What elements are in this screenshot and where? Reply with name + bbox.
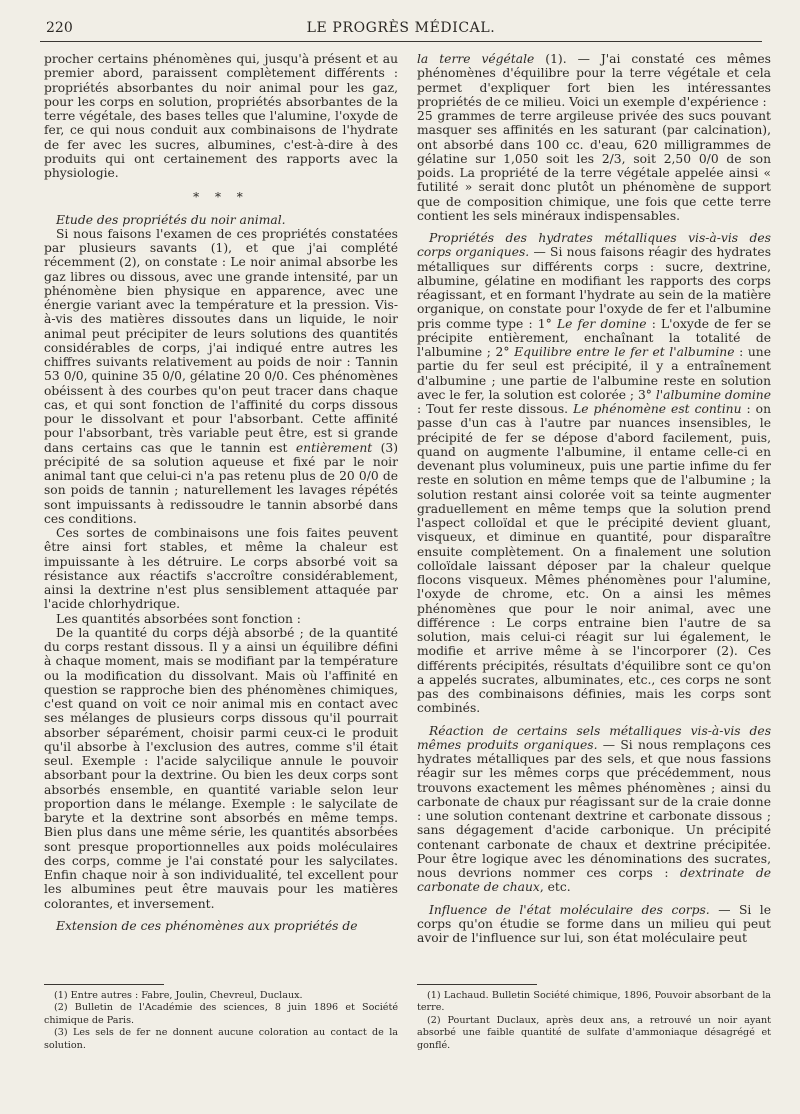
paragraph: la terre végétale (1). — J'ai constaté ces mêmes phénomènes d'équilibre pour la terre végétale et cela permet d'expliquer fort bien les intéressantes propriétés de ce milieu. Voici un exemple d'expérience : bbox=[417, 52, 771, 109]
section-sels-metalliques: Réaction de certains sels métalliques vis-à-vis des mêmes produits organiques. — Si nous remplaçons ces hydrates métalliques par des sels, et que nous fassions réagir sur les mêmes corps que précédemment, nous trouvons exactement les mêmes phénomènes ; ainsi du carbonate de chaux pur réagissant sur de la craie donne : une solution contenant dextrine et carbonate dissous ; sans dégagement d'acide carbonique. Un précipité contenant carbonate de chaux et dextrine précipitée. Pour être logique avec les dénominations des sucrates, nous devrions nommer ces corps : dextrinate de carbonate de chaux, etc. bbox=[417, 723, 771, 895]
footnotes-left bbox=[44, 990, 398, 1100]
section-heading-noir-animal: Etude des propriétés du noir animal. bbox=[56, 212, 286, 227]
footnote: (3) Les sels de fer ne donnent aucune coloration au contact de la solution. bbox=[44, 1027, 398, 1051]
section-hydrates-metalliques: Propriétés des hydrates métalliques vis-à-vis des corps organiques. — Si nous faisons réagir des hydrates métalliques sur différents corps : sucre, dextrine, albumine, gélatine en modifiant les rapports des corps réagissant, et en formant l'hydrate au sein de la matière organique, on constate pour l'oxyde de fer et l'albumine pris comme type : 1° Le fer domine : L'oxyde de fer se précipite entièrement, enchaînant la totalité de l'albumine ; 2° Equilibre entre le fer et l'albumine : une partie du fer seul est précipité, il y a entraînement d'albumine ; une partie de l'albumine reste en solution avec le fer, la solution est colorée ; 3° l'albumine domine : Tout fer reste dissous. Le phénomène est continu : on passe d'un cas à l'autre par nuances insensibles, le précipité de fer se dépose d'abord facilement, puis, quand on augmente l'albumine, il entame celle-ci en devenant plus volumineux, puis une partie infime du fer reste en solution en même temps que de l'albumine ; la solution restant ainsi colorée voit sa teinte augmenter graduellement en même temps que la solution prend l'aspect colloïdal et que le précipité devient gluant, visqueux, et diminue en quantité, pour disparaître ensuite complètement. On a finalement une solution colloïdale laissant déposer par la chaleur quelque flocons visqueux. Mêmes phénomènes pour l'alumine, l'oxyde de chrome, etc. On a ainsi les mêmes phénomènes que pour le noir animal, avec une différence : Le corps entraine bien l'autre de sa solution, mais celui-ci réagit sur lui également, le modifie et arrive même à se l'incorporer (2). Ces différents précipités, résultats d'équilibre sont ce qu'on a appelés sucrates, albuminates, etc., ces corps ne sont pas des combinaisons définies, mais les corps sont combinés. bbox=[417, 231, 771, 716]
footnote: (1) Entre autres : Fabre, Joulin, Chevreul, Duclaux. bbox=[54, 990, 303, 1001]
footnote-rule bbox=[417, 984, 537, 985]
section-heading: Réaction de certains sels métalliques vis-à-vis des mêmes produits organiques. bbox=[417, 723, 771, 752]
footnote: (1) Lachaud. Bulletin Société chimique, 1896, Pouvoir absorbant de la terre. bbox=[417, 990, 771, 1014]
right-column bbox=[417, 52, 771, 977]
paragraph: De la quantité du corps déjà absorbé ; de la quantité du corps restant dissous. Il y a ainsi un équilibre défini à chaque moment, mais se modifiant par la température ou la modification du dissolvant. Mais où l'affinité en question se rapproche bien des phénomènes chimiques, c'est quand on voit ce noir animal mis en contact avec ses mélanges de plusieurs corps dissous qu'il pourrait absorber séparément, choisir parmi ceux-ci le produit qu'il absorbe à l'exclusion des autres, comme s'il était seul. Exemple : l'acide salycilique annule le pouvoir absorbant pour la dextrine. Ou bien les deux corps sont absorbés ensemble, en quantité variable selon leur proportion dans le mélange. Exemple : le salycilate de baryte et la dextrine sont absorbés en même temps. Bien plus dans une même série, les quantités absorbées sont presque proportionnelles aux poids moléculaires des corps, comme je l'ai constaté pour les salycilates. Enfin chaque noir à son individualité, tel excellent pour les albumines peut être mauvais pour les matières colorantes, et inversement. bbox=[44, 625, 398, 911]
paragraph: Si nous faisons l'examen de ces propriétés constatées par plusieurs savants (1), et que j'ai complété récemment (2), on constate : Le noir animal absorbe les gaz libres ou dissous, avec une grande intensité, par un phénomène bien physique en apparence, avec une énergie variant avec la température et la pression. Vis-à-vis des matières dissoutes dans un liquide, le noir animal peut précipiter de leurs solutions des quantités considérables de corps, j'ai indiqué entre autres les chiffres suivants relativement au poids de noir : Tannin 53 0/0, quinine 35 0/0, gélatine 20 0/0. Ces phénomènes obéissent à des courbes qu'on peut tracer dans chaque cas, et qui sont fonction de l'affinité du corps dissous pour le dissolvant et pour l'absorbant. Cette affinité pour l'absorbant, très variable peut être, est si grande dans certains cas que le tannin est entièrement (3) précipité de sa solution aqueuse et fixé par le noir animal tant que celui-ci n'a pas retenu plus de 20 0/0 de son poids de tannin ; naturellement les lavages répétés sont impuissants à redissoudre le tannin absorbé dans ces conditions. bbox=[44, 226, 398, 526]
paragraph: Ces sortes de combinaisons une fois faites peuvent être ainsi fort stables, et même la chaleur est impuissante à les détruire. Le corps absorbé voit sa résistance aux réactifs s'accroître considérablement, ainsi la dextrine n'est plus sensiblement attaquée par l'acide chlorhydrique. bbox=[44, 526, 398, 612]
section-etat-moleculaire: Influence de l'état moléculaire des corps. — Si le corps qu'on étudie se forme dans un milieu qui peut avoir de l'influence sur lui, son état moléculaire peut bbox=[417, 902, 771, 945]
section-heading: Propriétés des hydrates métalliques vis-à-vis des corps organiques. bbox=[417, 231, 771, 260]
footnote: (2) Bulletin de l'Académie des sciences, 8 juin 1896 et Société chimique de Paris. bbox=[44, 1002, 398, 1026]
section-separator: * * * bbox=[193, 190, 249, 205]
footnotes-right bbox=[417, 990, 771, 1100]
page-number: 220 bbox=[46, 20, 73, 36]
running-header bbox=[40, 17, 762, 42]
paragraph: Les quantités absorbées sont fonction : bbox=[56, 611, 301, 626]
footnote: (2) Pourtant Duclaux, après deux ans, a retrouvé un noir ayant absorbé une faible quantité de sulfate d'ammoniaque désagrégé et gonflé. bbox=[417, 1014, 771, 1051]
journal-title: LE PROGRÈS MÉDICAL. bbox=[306, 20, 496, 36]
footnote-rule bbox=[44, 984, 164, 985]
paragraph: procher certains phénomènes qui, jusqu'à présent et au premier abord, paraissent complètement différents : propriétés absorbantes du noir animal pour les gaz, pour les corps en solution, propriétés absorbantes de la terre végétale, des bases telles que l'alumine, l'oxyde de fer, ce qui nous conduit aux combinaisons de l'hydrate de fer avec les sucres, albumines, c'est-à-dire à des produits qui ont certainement des rapports avec la physiologie. bbox=[44, 52, 398, 180]
section-heading: Influence de l'état moléculaire des corps. bbox=[429, 902, 710, 917]
left-column bbox=[44, 52, 398, 977]
paragraph: 25 grammes de terre argileuse privée des sucs pouvant masquer ses affinités en les saturant (par calcination), ont absorbé dans 100 cc. d'eau, 620 milligrammes de gélatine sur 1,050 soit les 2/3, soit 2,50 0/0 de son poids. La propriété de la terre végétale appelée ainsi « futilité » serait donc plutôt un phénomène de support que de composition chimique, une fois que cette terre contient les sels minéraux indispensables. bbox=[417, 109, 771, 223]
section-heading-extension: Extension de ces phénomènes aux propriétés de bbox=[56, 918, 358, 933]
